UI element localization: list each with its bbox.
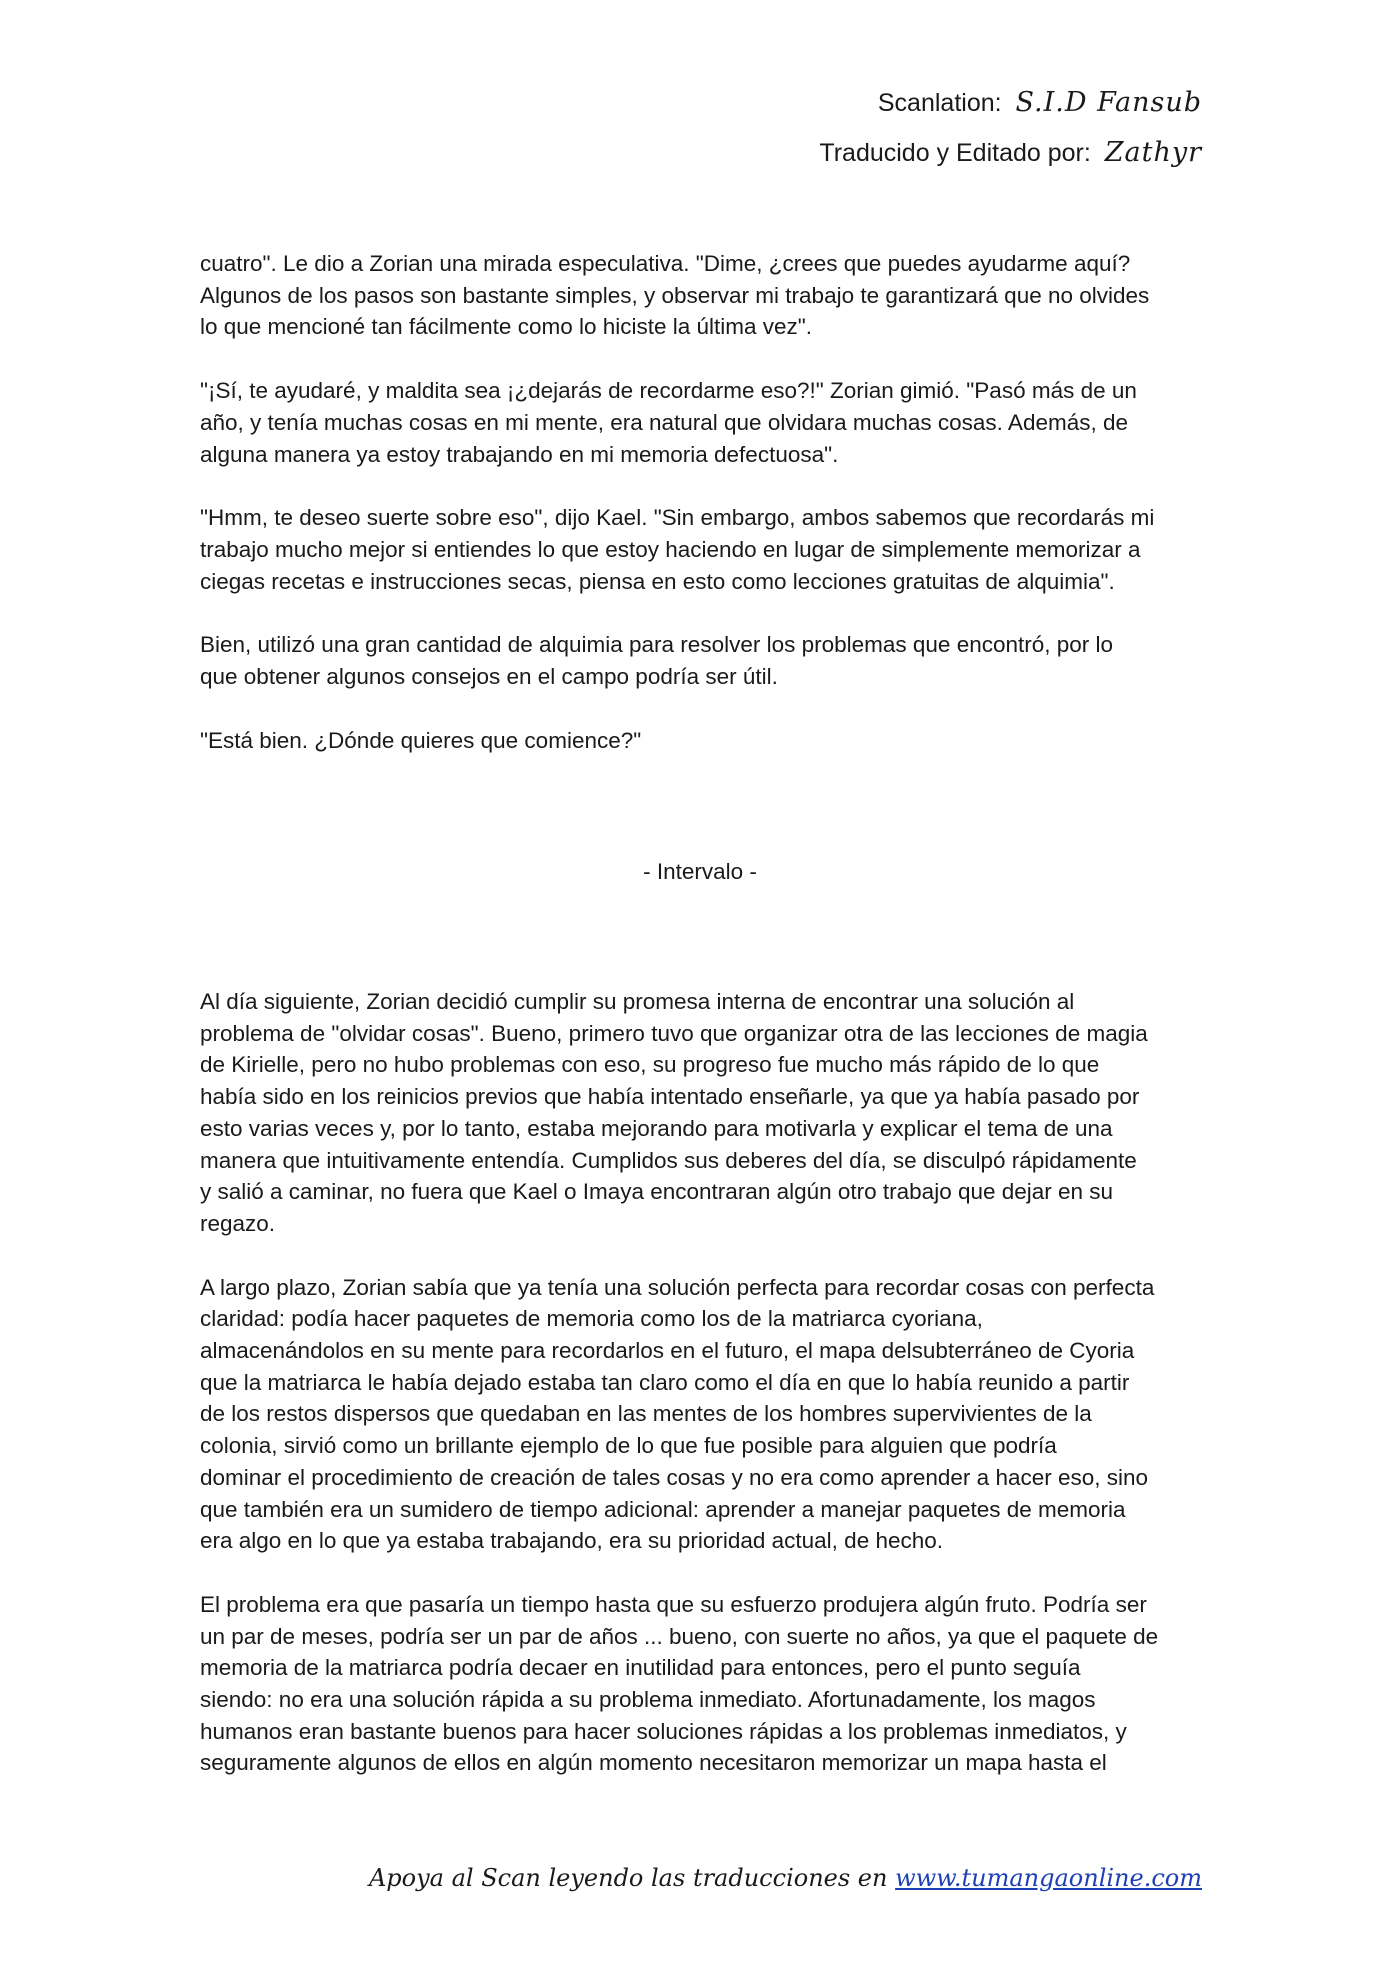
- paragraph: "Hmm, te deseo suerte sobre eso", dijo Kael. "Sin embargo, ambos sabemos que recordarás mi trabajo mucho mejor si entiendes lo que estoy haciendo en lugar de simplemente memorizar a ciegas recetas e instrucciones secas, piensa en esto como lecciones gratuitas de alquimia".: [200, 505, 1155, 594]
- body-text-top: [200, 248, 1200, 788]
- scanlation-credit: [819, 86, 1202, 120]
- paragraph: Bien, utilizó una gran cantidad de alquimia para resolver los problemas que encontró, por lo que obtener algunos consejos en el campo podría ser útil.: [200, 632, 1114, 690]
- translator-credit: [819, 136, 1202, 170]
- translator-name: Zathyr: [1104, 137, 1202, 168]
- body-text-bottom: [200, 986, 1200, 1811]
- scanlation-label: Scanlation:: [877, 89, 1002, 117]
- section-break: - Intervalo -: [643, 859, 757, 884]
- footer-text: Apoya al Scan leyendo las traducciones en: [368, 1864, 896, 1892]
- footer-note: [369, 1862, 1202, 1894]
- paragraph: Al día siguiente, Zorian decidió cumplir su promesa interna de encontrar una solución al problema de "olvidar cosas". Bueno, primero tuvo que organizar otra de las lecciones de magia de Kirielle, pero no hubo problemas con eso, su progreso fue mucho más rápido de lo que había sido en los reinicios previos que había intentado enseñarle, ya que ya había pasado por esto varias veces y, por lo tanto, estaba mejorando para motivarla y explicar el tema de una manera que intuitivamente entendía. Cumplidos sus deberes del día, se disculpó rápidamente y salió a caminar, no fuera que Kael o Imaya encontraran algún otro trabajo que dejar en su regazo.: [200, 989, 1148, 1236]
- credits-header: [819, 86, 1202, 186]
- translator-label: Traducido y Editado por:: [819, 139, 1091, 167]
- footer-link[interactable]: www.tumangaonline.com: [895, 1864, 1202, 1892]
- paragraph: El problema era que pasaría un tiempo hasta que su esfuerzo produjera algún fruto. Podría ser un par de meses, podría ser un par de años ... bueno, con suerte no años, ya que el paquete de memoria de la matriarca podría decaer en inutilidad para entonces, pero el punto seguía siendo: no era una solución rápida a su problema inmediato. Afortunadamente, los magos humanos eran bastante buenos para hacer soluciones rápidas a los problemas inmediatos, y seguramente algunos de ellos en algún momento necesitaron memorizar un mapa hasta el: [200, 1591, 1159, 1776]
- scanlation-group: S.I.D Fansub: [1015, 87, 1202, 118]
- paragraph: "Está bien. ¿Dónde quieres que comience?": [200, 727, 642, 753]
- paragraph: cuatro". Le dio a Zorian una mirada especulativa. "Dime, ¿crees que puedes ayudarme aquí? Algunos de los pasos son bastante simples, y observar mi trabajo te garantizará que no olvides lo que mencioné tan fácilmente como lo hiciste la última vez".: [200, 251, 1150, 340]
- paragraph: A largo plazo, Zorian sabía que ya tenía una solución perfecta para recordar cosas con perfecta claridad: podía hacer paquetes de memoria como los de la matriarca cyoriana, almacenándolos en su mente para recordarlos en el futuro, el mapa delsubterráneo de Cyoria que la matriarca le había dejado estaba tan claro como el día en que lo había reunido a partir de los restos dispersos que quedaban en las mentes de los hombres supervivientes de la colonia, sirvió como un brillante ejemplo de lo que fue posible para alguien que podría dominar el procedimiento de creación de tales cosas y no era como aprender a hacer eso, sino que también era un sumidero de tiempo adicional: aprender a manejar paquetes de memoria era algo en lo que ya estaba trabajando, era su prioridad actual, de hecho.: [200, 1274, 1155, 1554]
- paragraph: "¡Sí, te ayudaré, y maldita sea ¡¿dejarás de recordarme eso?!" Zorian gimió. "Pasó más de un año, y tenía muchas cosas en mi mente, era natural que olvidara muchas cosas. Además, de alguna manera ya estoy trabajando en mi memoria defectuosa".: [200, 378, 1137, 467]
